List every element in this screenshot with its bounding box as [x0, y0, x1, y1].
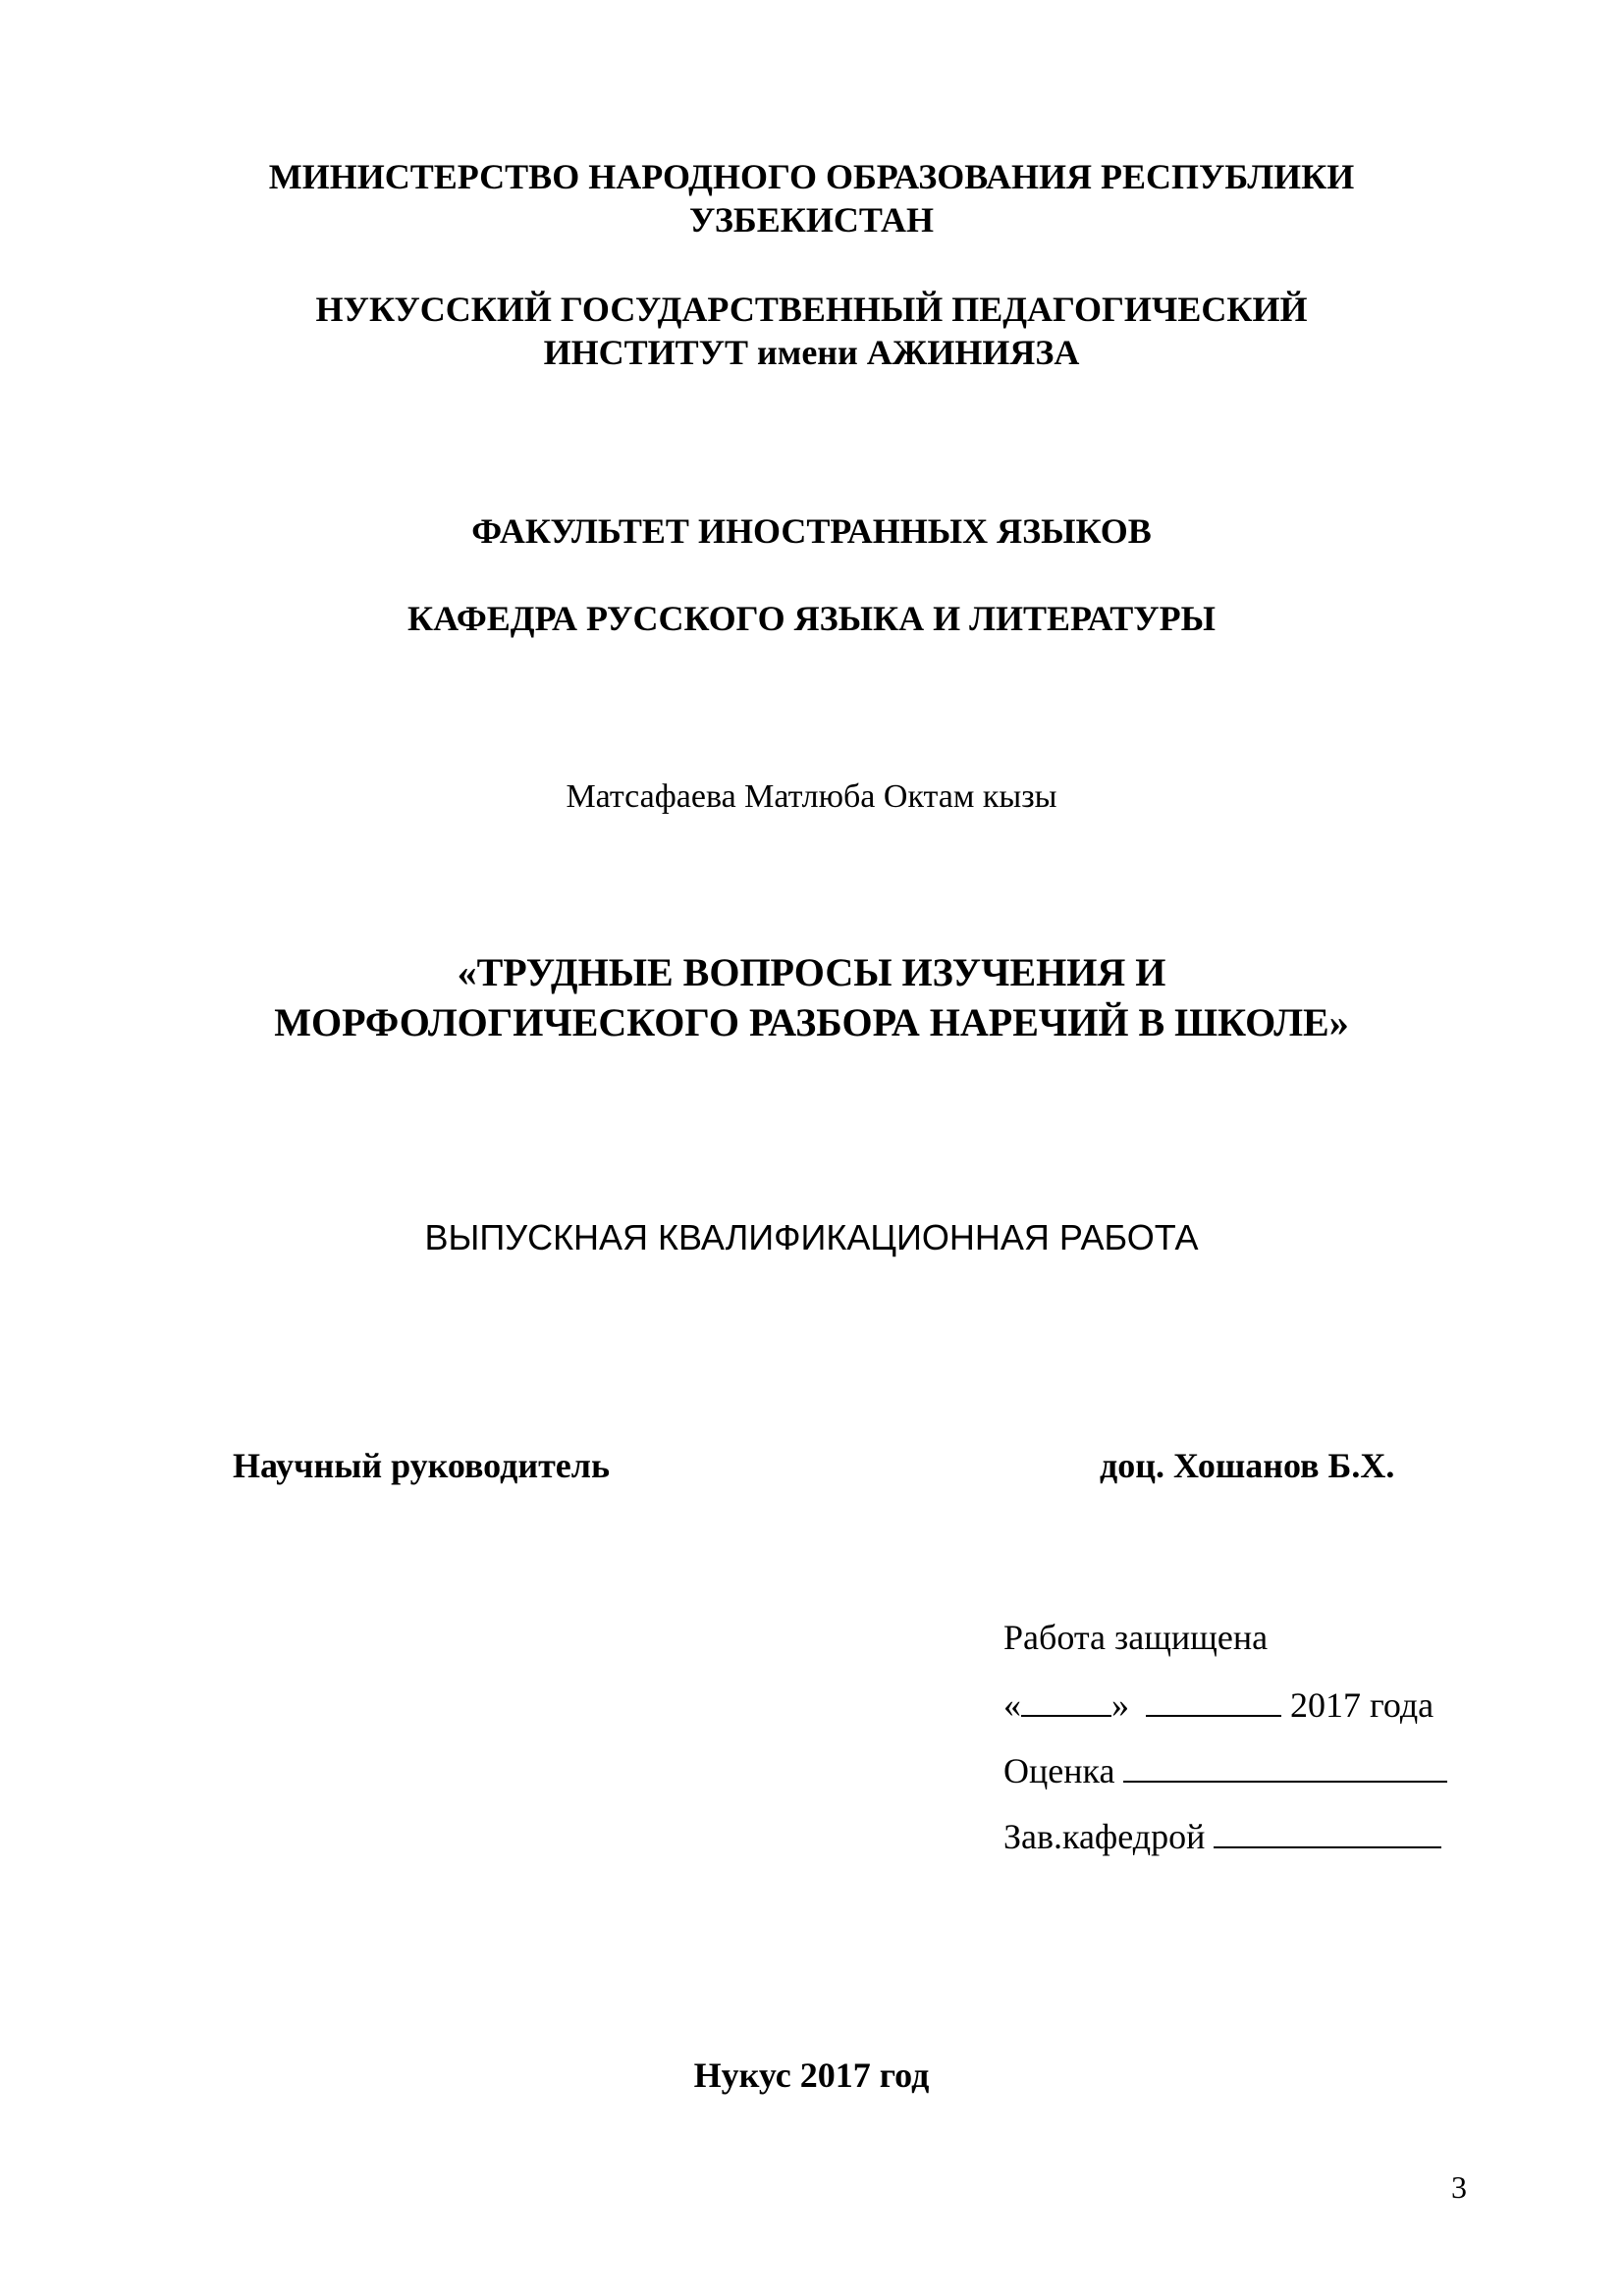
close-quote: » [1111, 1685, 1129, 1725]
supervisor-name: доц. Хошанов Б.Х. [1100, 1446, 1395, 1485]
head-label: Зав.кафедрой [1003, 1817, 1206, 1856]
grade-label: Оценка [1003, 1751, 1115, 1790]
page-number: 3 [1451, 2169, 1467, 2205]
thesis-title-line-1: «ТРУДНЫЕ ВОПРОСЫ ИЗУЧЕНИЯ И [457, 950, 1166, 994]
defense-status: Работа защищена [1003, 1618, 1269, 1657]
month-blank [1146, 1685, 1281, 1717]
department-name: КАФЕДРА РУССКОГО ЯЗЫКА И ЛИТЕРАТУРЫ [407, 599, 1216, 638]
day-blank [1021, 1685, 1111, 1717]
author-name: Матсафаева Матлюба Октам кызы [566, 778, 1057, 815]
thesis-title-line-2: МОРФОЛОГИЧЕСКОГО РАЗБОРА НАРЕЧИЙ В ШКОЛЕ» [274, 1000, 1349, 1044]
city-year: Нукус 2017 год [693, 2056, 930, 2095]
head-signature-blank [1214, 1817, 1441, 1848]
defense-year: 2017 года [1290, 1685, 1434, 1725]
grade-blank [1123, 1751, 1447, 1783]
ministry-line-2: УЗБЕКИСТАН [688, 200, 935, 240]
defense-date-line [1003, 1685, 1434, 1723]
institute-line-2: ИНСТИТУТ имени АЖИНИЯЗА [543, 333, 1080, 372]
work-type: ВЫПУСКНАЯ КВАЛИФИКАЦИОННАЯ РАБОТА [424, 1217, 1199, 1257]
supervisor-label: Научный руководитель [233, 1446, 610, 1485]
open-quote: « [1003, 1685, 1021, 1725]
head-of-department-line [1003, 1817, 1441, 1854]
grade-line [1003, 1751, 1447, 1789]
institute-line-1: НУКУССКИЙ ГОСУДАРСТВЕННЫЙ ПЕДАГОГИЧЕСКИЙ [315, 290, 1308, 329]
ministry-line-1: МИНИСТЕРСТВО НАРОДНОГО ОБРАЗОВАНИЯ РЕСПУБЛИКИ [268, 157, 1355, 196]
faculty-name: ФАКУЛЬТЕТ ИНОСТРАННЫХ ЯЗЫКОВ [471, 511, 1152, 551]
